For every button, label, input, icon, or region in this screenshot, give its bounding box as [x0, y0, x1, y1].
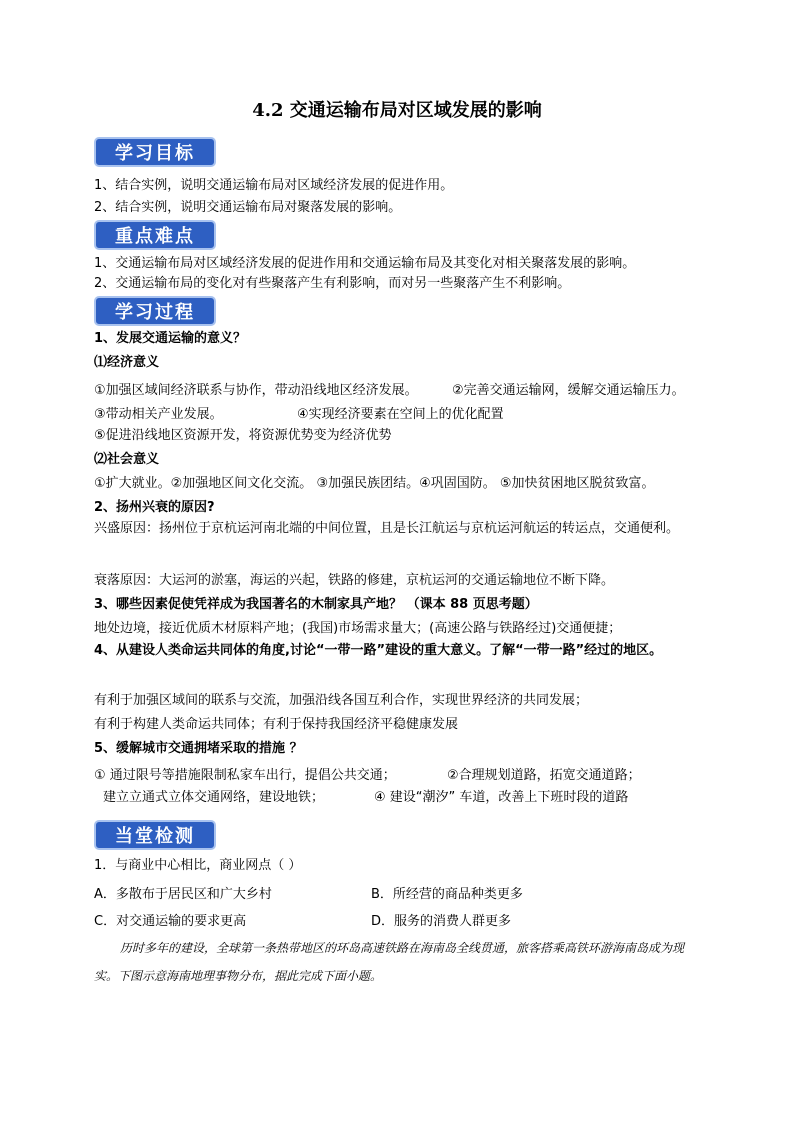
social-significance-heading: ⑵社会意义 [94, 452, 160, 467]
process-question-2: 2、扬州兴衰的原因? [94, 500, 215, 515]
check-option-c: C．对交通运输的要求更高 [94, 914, 247, 929]
objective-item-2: 2、结合实例，说明交通运输布局对聚落发展的影响。 [94, 200, 402, 215]
check-option-a: A．多散布于居民区和广大乡村 [94, 887, 272, 902]
objectives-badge: 学习目标 [94, 137, 216, 167]
key-point-item-1: 1、交通运输布局对区域经济发展的促进作用和交通运输布局及其变化对相关聚落发展的影响。 [94, 256, 636, 271]
yangzhou-rise-answer: 兴盛原因：扬州位于京杭运河南北端的中间位置，且是长江航运与京杭运河航运的转运点，交通便利。 [94, 521, 680, 536]
check-option-d: D．服务的消费人群更多 [371, 914, 512, 929]
traffic-measure-4: ④ 建设“潮汐” 车道，改善上下班时段的道路 [374, 790, 629, 805]
economic-point-4: ④实现经济要素在空间上的优化配置 [297, 407, 504, 422]
economic-point-1: ①加强区域间经济联系与协作，带动沿线地区经济发展。 [94, 383, 418, 398]
traffic-measure-1: ① 通过限号等措施限制私家车出行，提倡公共交通； [94, 768, 396, 783]
social-points: ①扩大就业。②加强地区间文化交流。 ③加强民族团结。④巩固国防。 ⑤加快贫困地区脱贫致富。 [94, 476, 655, 491]
key-points-badge: 重点难点 [94, 220, 216, 250]
traffic-measure-2: ②合理规划道路，拓宽交通道路； [447, 768, 641, 783]
yangzhou-decline-answer: 衰落原因：大运河的淤塞，海运的兴起，铁路的修建，京杭运河的交通运输地位不断下降。 [94, 573, 615, 588]
process-question-5: 5、缓解城市交通拥堵采取的措施 ？ [94, 741, 303, 756]
process-question-1: 1、发展交通运输的意义？ [94, 331, 247, 346]
check-badge: 当堂检测 [94, 820, 216, 850]
check-question-1: 1．与商业中心相比，商业网点（ ） [94, 858, 302, 873]
belt-road-answer-2: 有利于构建人类命运共同体；有利于保持我国经济平稳健康发展 [94, 717, 459, 732]
pingxiang-answer: 地处边境，接近优质木材原料产地；(我国)市场需求量大；(高速公路与铁路经过)交通便捷； [94, 621, 622, 636]
economic-point-3: ③带动相关产业发展。 [94, 407, 223, 422]
economic-point-5: ⑤促进沿线地区资源开发，将资源优势变为经济优势 [94, 428, 392, 443]
page-title: 4.2 交通运输布局对区域发展的影响 [252, 100, 542, 121]
process-question-3: 3、哪些因素促使凭祥成为我国著名的木制家具产地？ （课本 88 页思考题） [94, 597, 538, 612]
check-option-b: B．所经营的商品种类更多 [371, 887, 523, 902]
key-point-item-2: 2、交通运输布局的变化对有些聚落产生有利影响，而对另一些聚落产生不利影响。 [94, 276, 571, 291]
economic-significance-heading: ⑴经济意义 [94, 355, 160, 370]
process-badge: 学习过程 [94, 296, 216, 326]
belt-road-answer-1: 有利于加强区域间的联系与交流，加强沿线各国互利合作，实现世界经济的共同发展； [94, 693, 589, 708]
hainan-passage: 历时多年的建设，全球第一条热带地区的环岛高速铁路在海南岛全线贯通，旅客搭乘高铁环游海南岛成为现实。下图示意海南地理事物分布，据此完成下面小题。 [94, 941, 685, 983]
economic-point-2: ②完善交通运输网，缓解交通运输压力。 [452, 383, 685, 398]
objective-item-1: 1、结合实例，说明交通运输布局对区域经济发展的促进作用。 [94, 178, 454, 193]
traffic-measure-3: 建立立通式立体交通网络，建设地铁； [103, 790, 325, 805]
process-question-4: 4、从建设人类命运共同体的角度,讨论“一带一路”建设的重大意义。了解“一带一路”经过的地区。 [94, 643, 663, 658]
